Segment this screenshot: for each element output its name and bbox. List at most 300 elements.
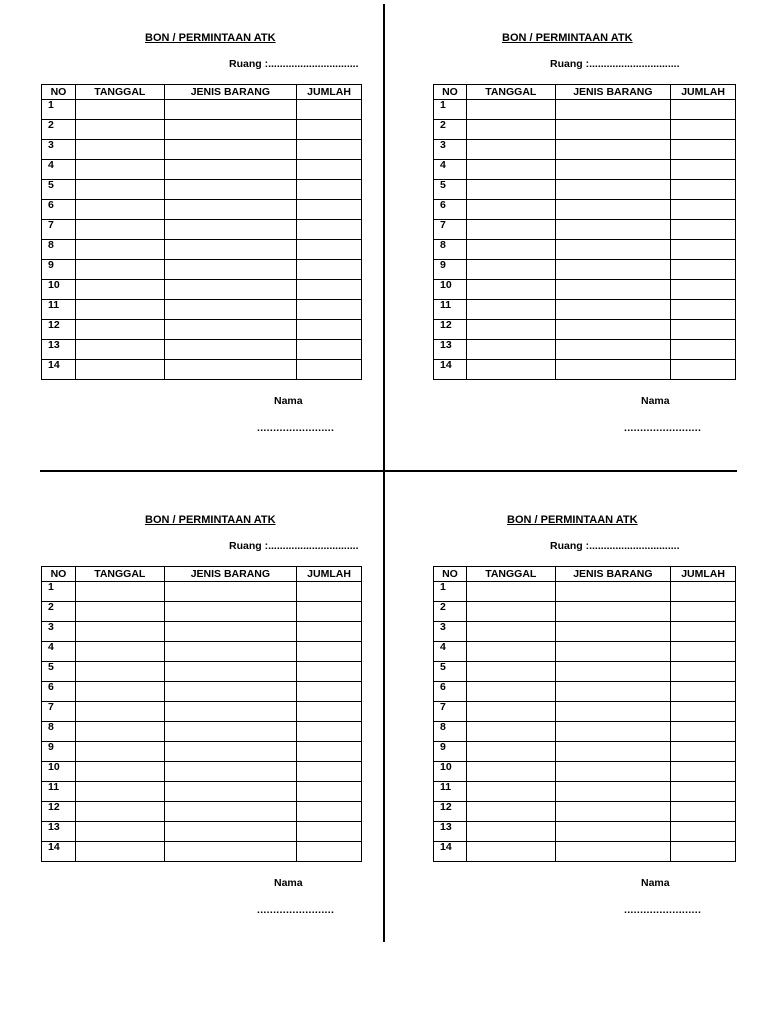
cell-jenis-barang: [164, 360, 296, 380]
col-header-tanggal: TANGGAL: [466, 567, 555, 582]
row-number: 14: [42, 360, 76, 380]
table-row: [42, 140, 362, 160]
items-table: [433, 566, 736, 862]
cell-jumlah: [671, 582, 736, 602]
cell-jumlah: [297, 642, 362, 662]
row-number: 9: [42, 260, 76, 280]
row-number: 1: [434, 100, 467, 120]
table-row: [434, 702, 736, 722]
cell-jumlah: [671, 782, 736, 802]
cell-tanggal: [466, 280, 555, 300]
row-number: 1: [42, 582, 76, 602]
cell-jumlah: [297, 180, 362, 200]
table-row: [42, 642, 362, 662]
row-number: 13: [434, 340, 467, 360]
cell-jenis-barang: [164, 300, 296, 320]
cell-jenis-barang: [164, 200, 296, 220]
cell-jenis-barang: [555, 842, 671, 862]
cell-jumlah: [297, 220, 362, 240]
cell-tanggal: [75, 160, 164, 180]
cell-jenis-barang: [164, 802, 296, 822]
cell-jenis-barang: [164, 622, 296, 642]
col-header-no: NO: [434, 85, 467, 100]
items-table: [433, 84, 736, 380]
cell-jumlah: [671, 280, 736, 300]
cell-tanggal: [75, 622, 164, 642]
cell-tanggal: [466, 702, 555, 722]
cell-tanggal: [75, 360, 164, 380]
cell-jumlah: [671, 200, 736, 220]
cell-tanggal: [75, 662, 164, 682]
cell-tanggal: [466, 220, 555, 240]
cell-jumlah: [671, 360, 736, 380]
table-header-row: [42, 567, 362, 582]
table-row: [434, 582, 736, 602]
row-number: 11: [434, 782, 467, 802]
col-header-no: NO: [42, 567, 76, 582]
cell-jenis-barang: [164, 120, 296, 140]
nama-label: Nama: [641, 877, 670, 889]
cell-jumlah: [297, 722, 362, 742]
cell-tanggal: [466, 140, 555, 160]
cell-tanggal: [75, 200, 164, 220]
request-form-3: [41, 514, 386, 934]
cell-jenis-barang: [555, 822, 671, 842]
col-header-no: NO: [42, 85, 76, 100]
cell-jumlah: [297, 762, 362, 782]
cell-jumlah: [297, 582, 362, 602]
cell-tanggal: [466, 160, 555, 180]
row-number: 3: [434, 140, 467, 160]
cell-tanggal: [75, 220, 164, 240]
request-form-4: [433, 514, 768, 934]
cell-jenis-barang: [555, 300, 671, 320]
cell-jenis-barang: [164, 180, 296, 200]
row-number: 13: [42, 340, 76, 360]
col-header-jenis-barang: JENIS BARANG: [555, 567, 671, 582]
cell-jenis-barang: [164, 682, 296, 702]
cell-jenis-barang: [164, 140, 296, 160]
form-title: BON / PERMINTAAN ATK: [502, 32, 633, 44]
table-row: [434, 160, 736, 180]
cell-tanggal: [466, 662, 555, 682]
row-number: 5: [434, 662, 467, 682]
cell-jumlah: [671, 802, 736, 822]
row-number: 2: [42, 120, 76, 140]
cell-tanggal: [466, 120, 555, 140]
cell-tanggal: [466, 582, 555, 602]
row-number: 9: [42, 742, 76, 762]
cell-tanggal: [75, 822, 164, 842]
table-row: [42, 200, 362, 220]
cell-jenis-barang: [555, 702, 671, 722]
cell-jenis-barang: [555, 240, 671, 260]
cell-jenis-barang: [164, 340, 296, 360]
form-title: BON / PERMINTAAN ATK: [145, 32, 276, 44]
col-header-no: NO: [434, 567, 467, 582]
cell-jumlah: [297, 120, 362, 140]
cell-tanggal: [75, 340, 164, 360]
cell-jumlah: [671, 100, 736, 120]
ruang-field: Ruang :...............................: [550, 540, 680, 552]
cell-jumlah: [671, 762, 736, 782]
cell-tanggal: [75, 722, 164, 742]
ruang-field: Ruang :...............................: [229, 58, 359, 70]
row-number: 10: [42, 280, 76, 300]
cell-jumlah: [297, 822, 362, 842]
cell-jumlah: [297, 742, 362, 762]
cell-tanggal: [75, 842, 164, 862]
table-row: [42, 602, 362, 622]
cell-jumlah: [297, 200, 362, 220]
cell-jenis-barang: [164, 662, 296, 682]
cell-jumlah: [297, 842, 362, 862]
cell-tanggal: [466, 722, 555, 742]
cell-tanggal: [466, 802, 555, 822]
table-row: [434, 842, 736, 862]
cell-tanggal: [466, 340, 555, 360]
items-table: [41, 566, 362, 862]
cell-jumlah: [671, 742, 736, 762]
table-row: [434, 722, 736, 742]
row-number: 8: [42, 722, 76, 742]
cell-jenis-barang: [555, 602, 671, 622]
cell-jenis-barang: [555, 682, 671, 702]
cell-tanggal: [75, 682, 164, 702]
table-row: [42, 180, 362, 200]
cell-tanggal: [75, 260, 164, 280]
cell-jenis-barang: [555, 662, 671, 682]
table-row: [42, 100, 362, 120]
row-number: 14: [434, 842, 467, 862]
cell-jenis-barang: [164, 602, 296, 622]
cell-jumlah: [671, 842, 736, 862]
table-header-row: [434, 567, 736, 582]
cell-jumlah: [671, 662, 736, 682]
cell-jumlah: [297, 300, 362, 320]
table-row: [434, 642, 736, 662]
signature-line: ........................: [624, 422, 702, 434]
table-row: [42, 622, 362, 642]
cell-jumlah: [297, 622, 362, 642]
col-header-jumlah: JUMLAH: [671, 567, 736, 582]
cell-jumlah: [671, 642, 736, 662]
cell-tanggal: [75, 802, 164, 822]
table-row: [42, 682, 362, 702]
row-number: 4: [434, 160, 467, 180]
table-header-row: [42, 85, 362, 100]
cell-jenis-barang: [164, 320, 296, 340]
table-row: [434, 260, 736, 280]
cell-jenis-barang: [555, 762, 671, 782]
row-number: 11: [434, 300, 467, 320]
cell-jumlah: [671, 220, 736, 240]
col-header-tanggal: TANGGAL: [75, 567, 164, 582]
row-number: 10: [434, 762, 467, 782]
cell-jenis-barang: [164, 260, 296, 280]
cell-jumlah: [671, 722, 736, 742]
cell-jenis-barang: [555, 742, 671, 762]
cell-jumlah: [297, 682, 362, 702]
cell-jumlah: [297, 160, 362, 180]
cell-jumlah: [671, 240, 736, 260]
cell-jenis-barang: [555, 100, 671, 120]
row-number: 6: [434, 682, 467, 702]
cell-jenis-barang: [555, 582, 671, 602]
row-number: 1: [42, 100, 76, 120]
table-row: [434, 602, 736, 622]
row-number: 4: [42, 160, 76, 180]
row-number: 7: [42, 702, 76, 722]
table-row: [42, 120, 362, 140]
row-number: 12: [42, 802, 76, 822]
cell-tanggal: [75, 100, 164, 120]
cell-jumlah: [297, 100, 362, 120]
nama-label: Nama: [641, 395, 670, 407]
cell-jenis-barang: [555, 140, 671, 160]
table-row: [42, 240, 362, 260]
ruang-field: Ruang :...............................: [229, 540, 359, 552]
cell-tanggal: [466, 622, 555, 642]
row-number: 3: [42, 622, 76, 642]
table-row: [42, 662, 362, 682]
cell-jumlah: [297, 140, 362, 160]
row-number: 8: [42, 240, 76, 260]
cell-jumlah: [671, 300, 736, 320]
cell-jenis-barang: [164, 822, 296, 842]
cell-tanggal: [75, 762, 164, 782]
row-number: 6: [42, 200, 76, 220]
cell-jumlah: [297, 240, 362, 260]
table-row: [42, 742, 362, 762]
row-number: 3: [434, 622, 467, 642]
cell-jenis-barang: [164, 782, 296, 802]
table-row: [42, 582, 362, 602]
row-number: 4: [42, 642, 76, 662]
cell-jumlah: [297, 280, 362, 300]
table-row: [434, 220, 736, 240]
cell-jenis-barang: [555, 320, 671, 340]
cell-jumlah: [297, 340, 362, 360]
row-number: 9: [434, 260, 467, 280]
table-row: [434, 280, 736, 300]
cell-tanggal: [75, 742, 164, 762]
cell-jenis-barang: [164, 842, 296, 862]
cell-tanggal: [75, 782, 164, 802]
cell-tanggal: [75, 280, 164, 300]
col-header-jumlah: JUMLAH: [671, 85, 736, 100]
table-row: [434, 340, 736, 360]
table-row: [434, 822, 736, 842]
cell-jenis-barang: [555, 260, 671, 280]
table-row: [434, 360, 736, 380]
cell-jumlah: [297, 360, 362, 380]
cell-jenis-barang: [555, 802, 671, 822]
signature-line: ........................: [257, 422, 335, 434]
table-row: [42, 722, 362, 742]
cell-jenis-barang: [555, 200, 671, 220]
row-number: 10: [434, 280, 467, 300]
cell-tanggal: [75, 300, 164, 320]
cell-jenis-barang: [164, 642, 296, 662]
cell-tanggal: [75, 702, 164, 722]
table-row: [434, 320, 736, 340]
cell-jenis-barang: [555, 220, 671, 240]
cell-jenis-barang: [164, 702, 296, 722]
cell-jumlah: [297, 782, 362, 802]
cell-tanggal: [75, 240, 164, 260]
col-header-jenis-barang: JENIS BARANG: [555, 85, 671, 100]
table-row: [434, 802, 736, 822]
cell-jenis-barang: [555, 340, 671, 360]
cell-tanggal: [466, 300, 555, 320]
col-header-tanggal: TANGGAL: [466, 85, 555, 100]
table-row: [434, 200, 736, 220]
row-number: 6: [42, 682, 76, 702]
table-row: [434, 300, 736, 320]
cell-jenis-barang: [555, 642, 671, 662]
row-number: 9: [434, 742, 467, 762]
row-number: 13: [42, 822, 76, 842]
row-number: 13: [434, 822, 467, 842]
row-number: 1: [434, 582, 467, 602]
request-form-1: [41, 32, 386, 452]
cell-jumlah: [671, 682, 736, 702]
row-number: 12: [434, 802, 467, 822]
table-row: [434, 120, 736, 140]
cell-jenis-barang: [555, 622, 671, 642]
table-row: [42, 340, 362, 360]
cell-jenis-barang: [555, 360, 671, 380]
cell-tanggal: [466, 360, 555, 380]
cell-jumlah: [671, 160, 736, 180]
table-row: [42, 260, 362, 280]
cell-jenis-barang: [164, 160, 296, 180]
cell-jumlah: [671, 120, 736, 140]
cell-tanggal: [466, 602, 555, 622]
cell-jenis-barang: [555, 160, 671, 180]
row-number: 5: [434, 180, 467, 200]
cell-tanggal: [75, 120, 164, 140]
cell-jenis-barang: [164, 742, 296, 762]
form-title: BON / PERMINTAAN ATK: [145, 514, 276, 526]
cell-jenis-barang: [555, 120, 671, 140]
table-row: [42, 360, 362, 380]
table-header-row: [434, 85, 736, 100]
table-row: [434, 762, 736, 782]
cell-jumlah: [297, 602, 362, 622]
cell-jumlah: [671, 622, 736, 642]
table-row: [434, 140, 736, 160]
cell-tanggal: [75, 140, 164, 160]
table-row: [434, 180, 736, 200]
cell-tanggal: [75, 642, 164, 662]
cell-jumlah: [297, 320, 362, 340]
row-number: 3: [42, 140, 76, 160]
cell-tanggal: [466, 822, 555, 842]
cell-jumlah: [671, 340, 736, 360]
cell-tanggal: [466, 642, 555, 662]
cell-jenis-barang: [555, 722, 671, 742]
signature-line: ........................: [624, 904, 702, 916]
cell-jumlah: [671, 320, 736, 340]
table-row: [42, 220, 362, 240]
nama-label: Nama: [274, 395, 303, 407]
row-number: 4: [434, 642, 467, 662]
cell-tanggal: [466, 180, 555, 200]
horizontal-cut-line: [40, 470, 737, 472]
nama-label: Nama: [274, 877, 303, 889]
items-table: [41, 84, 362, 380]
cell-jenis-barang: [164, 582, 296, 602]
row-number: 7: [42, 220, 76, 240]
table-row: [42, 320, 362, 340]
cell-jumlah: [671, 180, 736, 200]
table-row: [434, 622, 736, 642]
table-row: [42, 762, 362, 782]
cell-tanggal: [466, 842, 555, 862]
row-number: 14: [42, 842, 76, 862]
cell-jenis-barang: [164, 100, 296, 120]
cell-tanggal: [466, 260, 555, 280]
row-number: 8: [434, 722, 467, 742]
table-row: [42, 300, 362, 320]
cell-jenis-barang: [164, 280, 296, 300]
cell-tanggal: [466, 100, 555, 120]
cell-jumlah: [297, 662, 362, 682]
ruang-field: Ruang :...............................: [550, 58, 680, 70]
table-row: [434, 782, 736, 802]
row-number: 2: [42, 602, 76, 622]
row-number: 2: [434, 602, 467, 622]
table-row: [42, 822, 362, 842]
row-number: 14: [434, 360, 467, 380]
cell-jenis-barang: [164, 722, 296, 742]
cell-tanggal: [75, 320, 164, 340]
col-header-jumlah: JUMLAH: [297, 85, 362, 100]
col-header-jumlah: JUMLAH: [297, 567, 362, 582]
cell-jenis-barang: [164, 240, 296, 260]
form-title: BON / PERMINTAAN ATK: [507, 514, 638, 526]
cell-tanggal: [75, 180, 164, 200]
row-number: 7: [434, 220, 467, 240]
col-header-jenis-barang: JENIS BARANG: [164, 85, 296, 100]
cell-tanggal: [466, 782, 555, 802]
table-row: [434, 240, 736, 260]
row-number: 12: [42, 320, 76, 340]
table-row: [42, 782, 362, 802]
row-number: 6: [434, 200, 467, 220]
cell-jenis-barang: [164, 220, 296, 240]
cell-tanggal: [466, 682, 555, 702]
cell-tanggal: [466, 742, 555, 762]
row-number: 2: [434, 120, 467, 140]
table-row: [42, 802, 362, 822]
row-number: 12: [434, 320, 467, 340]
row-number: 5: [42, 180, 76, 200]
cell-jumlah: [671, 260, 736, 280]
table-row: [434, 662, 736, 682]
cell-jenis-barang: [164, 762, 296, 782]
row-number: 11: [42, 300, 76, 320]
cell-jenis-barang: [555, 280, 671, 300]
row-number: 7: [434, 702, 467, 722]
table-row: [42, 280, 362, 300]
table-row: [42, 160, 362, 180]
table-row: [434, 100, 736, 120]
cell-tanggal: [466, 200, 555, 220]
cell-jumlah: [671, 602, 736, 622]
